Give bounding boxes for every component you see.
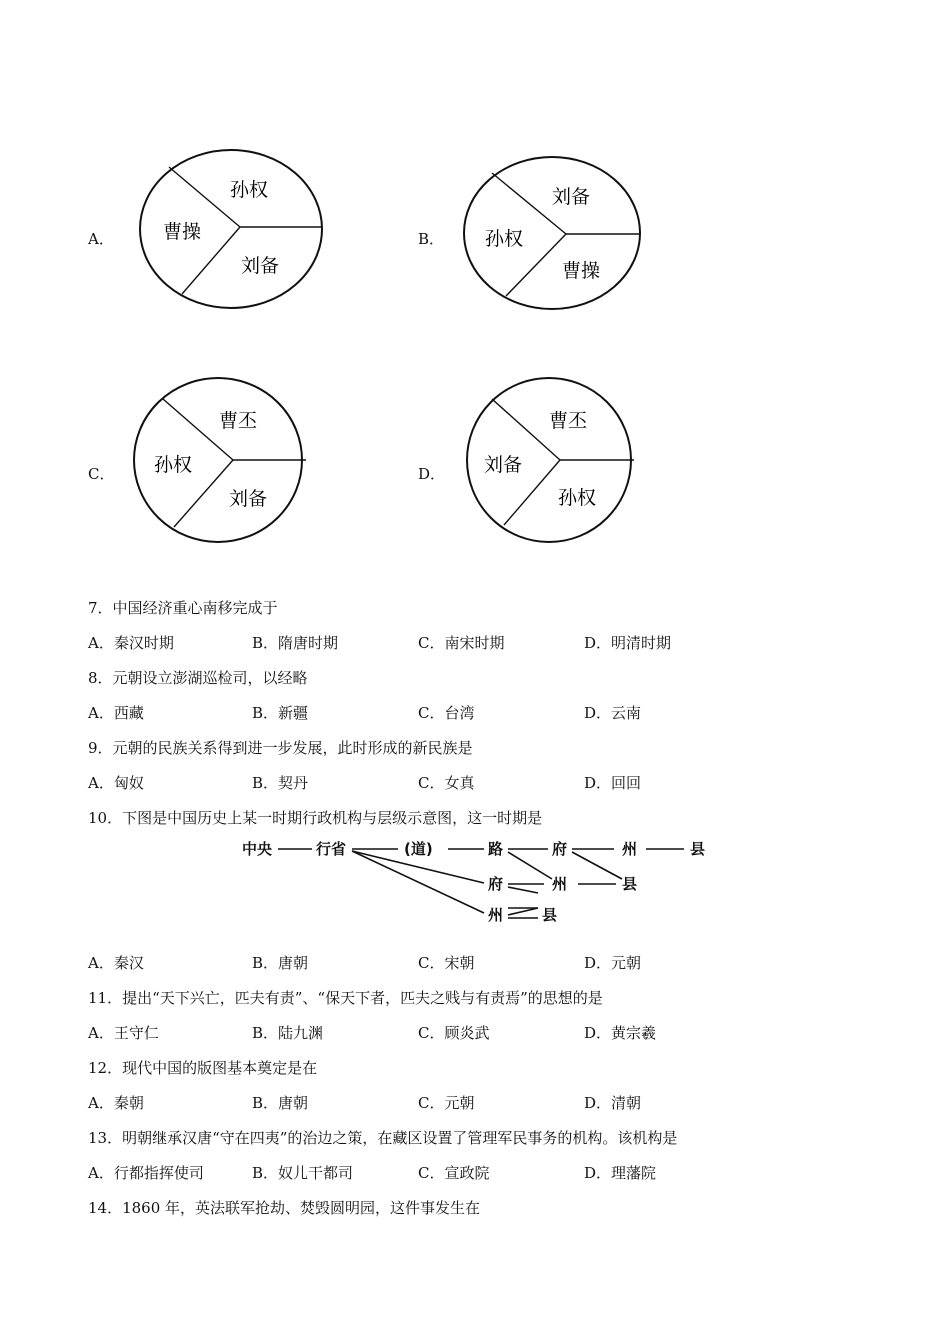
question-13-option-a: A．行都指挥使司 [88,1164,204,1182]
option-b-circle-diagram [460,155,650,317]
node-dao: (道) [404,840,433,858]
question-7-option-b: B．隋唐时期 [252,634,339,652]
question-13-option-b: B．奴儿干都司 [252,1164,354,1182]
node-central: 中央 [242,840,273,858]
node-fu-row1: 府 [552,840,568,858]
admin-hierarchy-diagram [238,836,718,928]
question-11-option-b: B．陆九渊 [252,1024,324,1042]
question-12-option-d: D．清朝 [584,1094,642,1112]
question-9-option-d: D．回回 [584,774,642,792]
question-8-option-b: B．新疆 [252,704,309,722]
question-10-option-a: A．秦汉 [88,954,144,972]
question-9-option-c: C．女真 [418,774,475,792]
option-c-circle-diagram [132,375,312,547]
question-12-stem: 12．现代中国的版图基本奠定是在 [88,1059,318,1077]
question-9-stem: 9．元朝的民族关系得到进一步发展，此时形成的新民族是 [88,739,473,757]
question-11-option-d: D．黄宗羲 [584,1024,657,1042]
option-b-letter: B． [418,230,445,248]
question-10-option-c: C．宋朝 [418,954,475,972]
node-zhou-row3: 州 [488,906,504,924]
question-8-option-c: C．台湾 [418,704,475,722]
question-10-option-b: B．唐朝 [252,954,309,972]
question-11-option-a: A．王守仁 [88,1024,159,1042]
question-7-option-c: C．南宋时期 [418,634,505,652]
question-12-option-c: C．元朝 [418,1094,475,1112]
node-xian-row1: 县 [690,840,706,858]
segment-top-label: 曹丕 [219,410,258,432]
question-7-option-a: A．秦汉时期 [88,634,174,652]
question-10-option-d: D．元朝 [584,954,642,972]
question-10-stem: 10．下图是中国历史上某一时期行政机构与层级示意图，这一时期是 [88,809,543,827]
segment-bottom-label: 孙权 [558,487,597,509]
node-lu: 路 [488,840,504,858]
question-12-option-b: B．唐朝 [252,1094,309,1112]
question-14-stem: 14．1860 年，英法联军抢劫、焚毁圆明园，这件事发生在 [88,1199,481,1217]
segment-left-label: 孙权 [154,454,193,476]
question-8-stem: 8．元朝设立澎湖巡检司，以经略 [88,669,308,687]
option-d-letter: D． [418,465,446,483]
option-d-circle-diagram [464,375,640,547]
segment-top-label: 孙权 [230,179,269,201]
segment-left-label: 孙权 [485,228,524,250]
question-8-option-d: D．云南 [584,704,642,722]
question-7-option-d: D．明清时期 [584,634,672,652]
option-c-letter: C． [88,465,115,483]
node-zhou-row1: 州 [622,840,638,858]
question-7-stem: 7．中国经济重心南移完成于 [88,599,278,617]
node-xian-row3: 县 [542,906,558,924]
segment-top-label: 曹丕 [549,410,588,432]
question-11-option-c: C．顾炎武 [418,1024,490,1042]
option-a-letter: A． [88,230,114,248]
segment-left-label: 曹操 [163,221,202,243]
segment-bottom-label: 曹操 [562,260,601,282]
segment-bottom-label: 刘备 [241,255,280,277]
question-13-option-c: C．宣政院 [418,1164,490,1182]
question-9-option-a: A．匈奴 [88,774,144,792]
node-province: 行省 [316,840,347,858]
question-9-option-b: B．契丹 [252,774,309,792]
question-11-stem: 11．提出“天下兴亡，匹夫有责”、“保天下者，匹夫之贱与有责焉”的思想的是 [88,989,603,1007]
question-13-option-d: D．理藩院 [584,1164,657,1182]
segment-bottom-label: 刘备 [229,488,268,510]
question-13-stem: 13．明朝继承汉唐“守在四夷”的治边之策，在藏区设置了管理军民事务的机构。该机构是 [88,1129,678,1147]
node-fu-row2: 府 [488,875,504,893]
question-8-option-a: A．西藏 [88,704,144,722]
node-xian-row2: 县 [622,875,638,893]
question-12-option-a: A．秦朝 [88,1094,144,1112]
option-a-circle-diagram [138,148,328,316]
node-zhou-row2: 州 [552,875,568,893]
segment-top-label: 刘备 [552,186,591,208]
segment-left-label: 刘备 [484,454,523,476]
